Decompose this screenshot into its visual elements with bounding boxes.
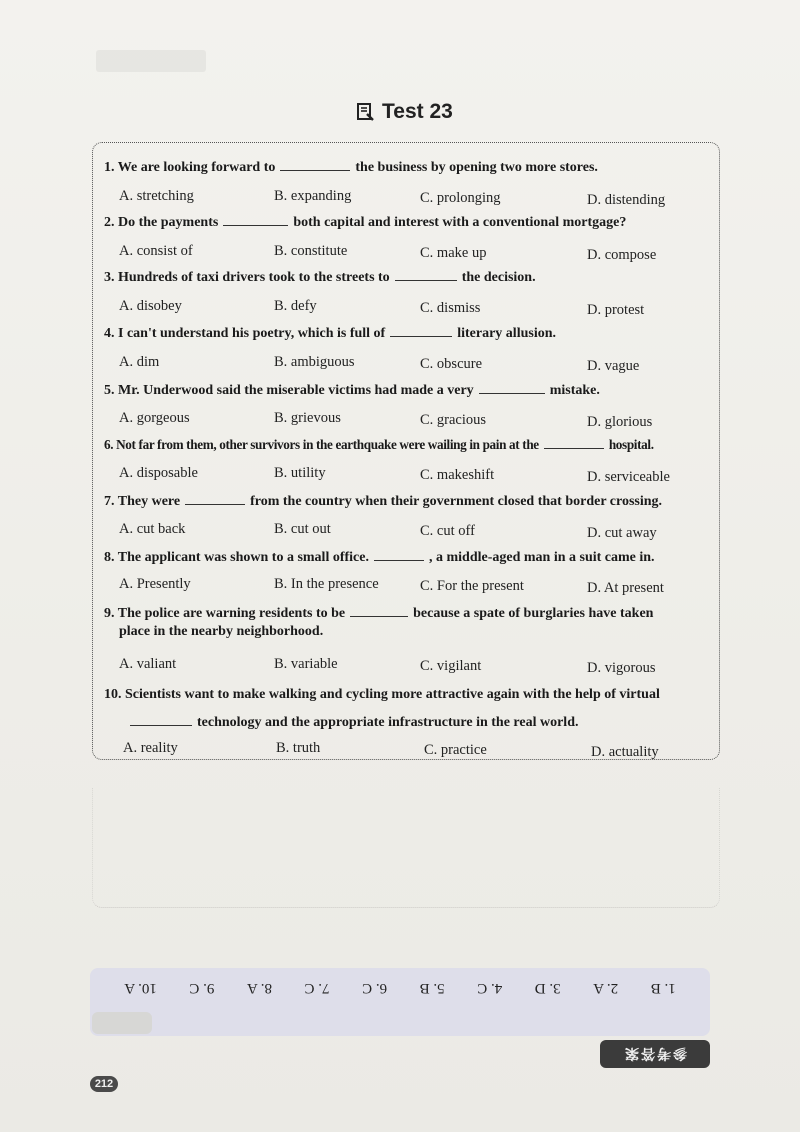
question-text: 4. I can't understand his poetry, which is full of (104, 326, 386, 341)
option-c: C. prolonging (420, 190, 501, 206)
page-number: 212 (90, 1076, 118, 1092)
option-c: C. cut off (420, 523, 475, 539)
question-text: hospital. (608, 437, 654, 452)
option-a: A. gorgeous (119, 410, 190, 426)
option-b: B. cut out (274, 521, 331, 537)
option-a: A. reality (123, 740, 178, 756)
question-stem (104, 548, 655, 566)
option-d: D. At present (587, 580, 664, 596)
option-a: A. stretching (119, 188, 194, 204)
answer-key-label: 参考答案 (623, 1045, 687, 1061)
option-b: B. utility (274, 465, 326, 481)
answer-blank (544, 436, 604, 449)
option-b: B. variable (274, 656, 338, 672)
answer-item: 6. C (362, 980, 388, 997)
answer-item: 2. A (593, 980, 619, 997)
question-text: 8. The applicant was shown to a small office. (104, 550, 369, 565)
question-stem (104, 381, 600, 399)
answer-key (90, 968, 710, 1036)
answer-key-badge (600, 1040, 710, 1068)
option-a: A. dim (119, 354, 160, 370)
option-a: A. consist of (119, 243, 193, 259)
option-d: D. serviceable (587, 469, 670, 485)
question-stem (104, 436, 654, 453)
answer-item: 4. C (477, 980, 503, 997)
option-b: B. constitute (274, 243, 348, 259)
question-text: 10. Scientists want to make walking and cycling more attractive again with the help of virtual (104, 687, 660, 702)
option-d: D. glorious (587, 414, 653, 430)
option-c: C. For the present (420, 578, 524, 594)
question-text: 5. Mr. Underwood said the miserable victims had made a very (104, 383, 474, 398)
option-d: D. vigorous (587, 660, 656, 676)
option-c: C. make up (420, 245, 487, 261)
test-title (356, 100, 453, 124)
answer-blank (395, 268, 457, 281)
question-stem (125, 713, 579, 731)
question-stem (104, 213, 626, 231)
question-stem (104, 604, 653, 622)
option-a: A. valiant (119, 656, 177, 672)
question-stem (104, 687, 660, 703)
answer-item: 3. D (534, 980, 561, 997)
answer-blank (390, 324, 452, 337)
question-text: 9. The police are warning residents to be (104, 606, 346, 621)
option-c: C. vigilant (420, 658, 482, 674)
option-c: C. obscure (420, 356, 483, 372)
option-c: C. makeshift (420, 467, 495, 483)
question-text: technology and the appropriate infrastructure in the real world. (197, 715, 579, 730)
option-c: C. practice (424, 742, 487, 758)
option-b: B. grievous (274, 410, 341, 426)
question-text: 2. Do the payments (104, 215, 219, 230)
option-a: A. cut back (119, 521, 186, 537)
answer-item: 1. B (650, 980, 676, 997)
question-text: 3. Hundreds of taxi drivers took to the streets to (104, 270, 390, 285)
option-b: B. ambiguous (274, 354, 355, 370)
question-text: the business by opening two more stores. (355, 160, 598, 175)
option-d: D. distending (587, 192, 666, 208)
question-text: the decision. (461, 270, 536, 285)
question-text: from the country when their government closed that border crossing. (250, 494, 663, 509)
option-a: A. disposable (119, 465, 198, 481)
answer-item: 8. A (246, 980, 272, 997)
question-text: because a spate of burglaries have taken (413, 606, 654, 621)
test-title-text: Test 23 (382, 100, 453, 123)
question-stem (104, 158, 598, 176)
answer-blank (374, 548, 424, 561)
question-text-continued: place in the nearby neighborhood. (119, 624, 324, 639)
option-a: A. Presently (119, 576, 191, 592)
option-c: C. gracious (420, 412, 487, 428)
answer-blank (479, 381, 545, 394)
answer-blank (350, 604, 408, 617)
option-d: D. protest (587, 302, 645, 318)
question-stem (104, 268, 536, 286)
option-b: B. defy (274, 298, 317, 314)
answer-blank (280, 158, 350, 171)
question-text: , a middle-aged man in a suit came in. (428, 550, 655, 565)
option-a: A. disobey (119, 298, 182, 314)
answer-blank (130, 713, 192, 726)
question-stem (104, 324, 556, 342)
option-d: D. actuality (591, 744, 659, 760)
answer-item: 10. A (124, 980, 157, 997)
answer-item: 9. C (189, 980, 215, 997)
option-b: B. expanding (274, 188, 352, 204)
option-d: D. cut away (587, 525, 657, 541)
question-stem (104, 492, 662, 510)
document-icon (356, 102, 376, 122)
answer-blank (223, 213, 288, 226)
answer-tab-ghost (92, 1012, 152, 1034)
option-b: B. In the presence (274, 576, 379, 592)
option-d: D. vague (587, 358, 640, 374)
option-b: B. truth (276, 740, 321, 756)
ghost-box-bottom (92, 788, 720, 908)
question-text: mistake. (549, 383, 600, 398)
option-d: D. compose (587, 247, 657, 263)
question-text: 1. We are looking forward to (104, 160, 276, 175)
question-text: both capital and interest with a conventional mortgage? (293, 215, 627, 230)
question-text: 6. Not far from them, other survivors in the earthquake were wailing in pain at the (104, 437, 539, 452)
answer-list (90, 968, 710, 1008)
answer-blank (185, 492, 245, 505)
answer-item: 5. B (419, 980, 445, 997)
header-tab-ghost (96, 50, 206, 72)
answer-item: 7. C (304, 980, 330, 997)
question-text: literary allusion. (457, 326, 556, 341)
question-text: 7. They were (104, 494, 181, 509)
option-c: C. dismiss (420, 300, 481, 316)
